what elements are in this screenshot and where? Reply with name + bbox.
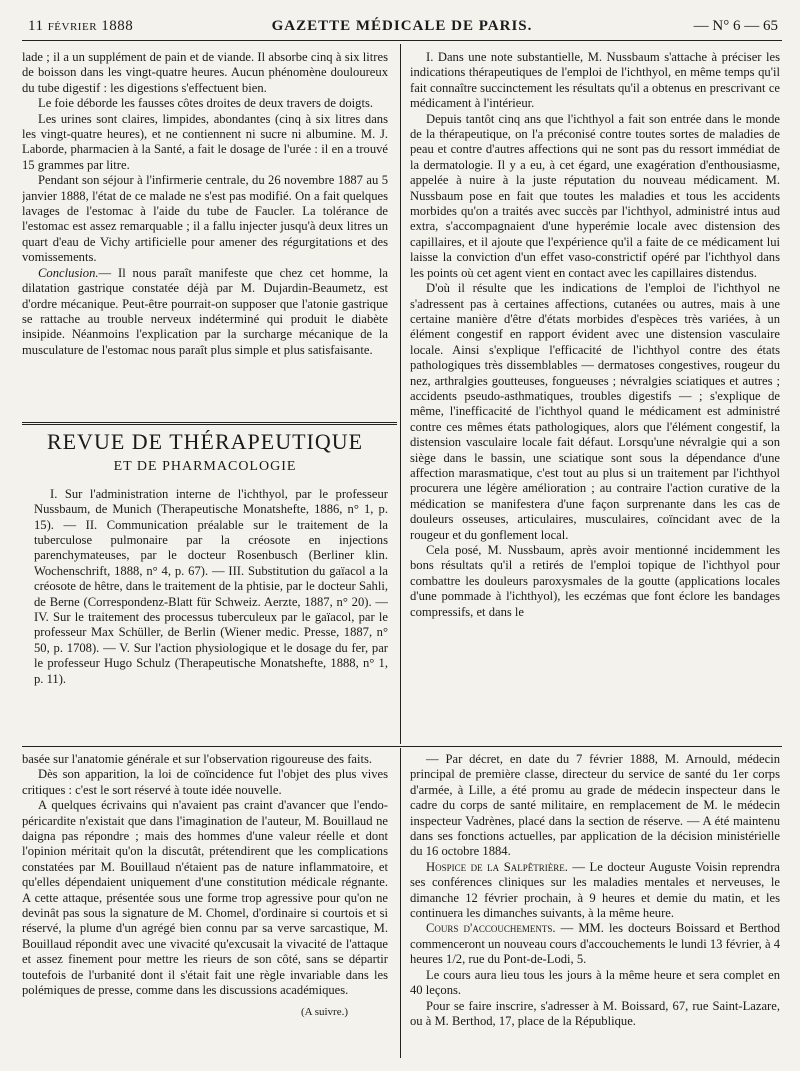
top-right-column xyxy=(410,50,780,742)
bottom-column-divider xyxy=(400,748,401,1058)
paragraph: D'où il résulte que les indications de l'emploi de l'ichthyol ne s'adressent pas à certaines affections, cutanées ou autres, mais à une certaine manière d'être d'états morbides d'espèces très variées, à un élément congestif en rapport évident avec une distension vasculaire locale. Ainsi s'explique l'efficacité de l'ichthyol contre des états pathologiques très dissemblables — dermatoses congestives, rougeur du nez, arthralgies goutteuses, fongueuses ; névralgies sciatiques et autres ; accidents pseudo-asthmatiques, troubles digestifs — ; s'explique de même, l'inefficacité de l'ichthyol quand le médicament est administré contre ces mêmes états pathologiques, alors que l'élément congestif, la distension vasculaire locale fait défaut. Lorsqu'une névralgie qui a son siège dans le bassin, une sciatique sont sous la dépendance d'une affection marasmatique, c'est tout au plus si un traitement par l'ichthyol procurera une légère amélioration ; au contraire l'action curative de la médication se manifestera d'une façon surprenante dans les cas de douleurs osseuses, articulaires, musculaires, coïncidant avec de la rougeur et du gonflement local. xyxy=(410,281,780,542)
revue-section-rule xyxy=(22,422,397,425)
bottom-right-column xyxy=(410,752,780,1057)
bottom-left-column xyxy=(22,752,388,1057)
paragraph: Les urines sont claires, limpides, abondantes (cinq à six litres dans les vingt-quatre heures), et ne contiennent ni sucre ni albumine. M. J. Laborde, pharmacien à la Santé, a fait le dosage de l'urée : il en a trouvé 15 grammes par litre. xyxy=(22,111,388,172)
running-header xyxy=(22,14,782,41)
top-left-column xyxy=(22,50,388,418)
conclusion-text: — Il nous paraît manifeste que chez cet homme, la dilatation gastrique constatée déjà par M. Dujardin-Beaumetz, est d'ordre mécanique. Peut-être pourrait-on supposer que l'atonie gastrique se rattache au trouble nerveux indéterminé qui produit le diabète insipide. Néanmoins l'explication par la surcharge mécanique de la musculature de l'estomac nous paraît plus simple et plus satisfaisante. xyxy=(22,265,388,357)
section-subtitle: ET DE PHARMACOLOGIE xyxy=(113,459,297,475)
news-item-text: — MM. les docteurs Boissard et Berthod commenceront un nouveau cours d'accouchements le lundi 13 février, à 4 heures 1/2, rue du Pont-de-Lodi, 5. xyxy=(410,921,780,967)
news-item-decree: — Par décret, en date du 7 février 1888, M. Arnould, médecin principal de première classe, directeur du service de santé du 1er corps d'armée, à Lille, a été promu au grade de médecin inspecteur dans le cadre du corps de santé militaire, en remplacement de M. le médecin inspecteur Vadrènes, placé dans la section de réserve. — A été maintenu dans ses fonctions actuelles, par application de la décision ministérielle du 16 octobre 1884. xyxy=(410,752,780,859)
paragraph: Pour se faire inscrire, s'adresser à M. Boissard, 67, rue Saint-Lazare, ou à M. Berthod, 17, place de la République. xyxy=(410,998,780,1028)
to-be-continued-note: (A suivre.) xyxy=(300,1005,348,1018)
paragraph: Le cours aura lieu tous les jours à la même heure et sera complet en 40 leçons. xyxy=(410,967,780,998)
revue-contents-list: I. Sur l'administration interne de l'ichthyol, par le professeur Nussbaum, de Munich (Therapeutische Monatshefte, 1886, n° 1, p. 15). — II. Communication préalable sur le traitement de la tuberculose pulmonaire par la créosote en injections parenchymateuses, par le docteur Rosenbusch (Berliner klin. Wochenschrift, 1888, n° 4, p. 67). — III. Substitution du gaïacol a la créosote de hêtre, dans le traitement de la phtisie, par le docteur Sahli, de Berne (Correspondenz-Blatt für Schweiz. Aerzte, 1887, n° 20). — IV. Sur le traitement des processus tuberculeux par le gaïacol, par le professeur Max Schüller, de Berlin (Wiener medic. Presse, 1887, n° 50, p. 1708). — V. Sur l'action physiologique et le dosage du fer, par le professeur Hugo Schulz (Therapeutische Monatshefte, 1888, n° 1, p. 11). xyxy=(34,486,388,686)
top-column-divider xyxy=(400,44,401,744)
conclusion-label: Conclusion. xyxy=(38,265,99,280)
paragraph: Dès son apparition, la loi de coïncidence fut l'objet des plus vives critiques : c'est le sort réservé à toute idée nouvelle. xyxy=(22,767,388,797)
section-title: REVUE DE THÉRAPEUTIQUE xyxy=(46,430,364,454)
news-item-cours xyxy=(410,921,780,967)
revue-section xyxy=(22,430,388,742)
news-item-label: Hospice de la Salpêtrière. xyxy=(426,859,568,874)
header-date: 11 février 1888 xyxy=(28,18,134,34)
paragraph: I. Dans une note substantielle, M. Nussbaum s'attache à préciser les indications thérapeutiques de l'emploi de l'ichthyol, en même temps qu'il fait connaître succinctement les résultats qu'il a obtenus en prescrivant ce médicament à l'intérieur. xyxy=(410,50,780,111)
bottom-section-rule xyxy=(22,746,782,747)
paragraph: lade ; il a un supplément de pain et de viande. Il absorbe cinq à six litres de boisson dans les vingt-quatre heures. Aucun phénomène douloureux du tube digestif : les digestions s'effectuent bien. xyxy=(22,50,388,95)
news-item-salpetriere xyxy=(410,860,780,922)
paragraph: Cela posé, M. Nussbaum, après avoir mentionné incidemment les bons résultats qu'il a retirés de l'emploi topique de l'ichthyol pour combattre les douleurs paroxysmales de la goutte (applications locales d'une pommade à l'ichthyol), les eczémas que font éclore les bandages compressifs, et dans le xyxy=(410,543,780,619)
paragraph: basée sur l'anatomie générale et sur l'observation rigoureuse des faits. xyxy=(22,752,373,766)
paragraph: Le foie déborde les fausses côtes droites de deux travers de doigts. xyxy=(38,96,374,111)
paragraph: A quelques écrivains qui n'avaient pas craint d'avancer que l'endo-péricardite n'existait que dans l'imagination de l'auteur, M. Bouillaud ne daigna pas répondre ; mais des hommes d'une valeur réelle et dont l'opinion méritait qu'on la discutât, prétendirent que les complications constatées par M. Bouillaud n'étaient pas de nature inflammatoire, et qu'elles dépendaient uniquement d'une constitution médicale régnante. A cette attaque, présentée sous une forme trop agressive pour qu'on ne devinât pas sous la signature de M. Chomel, d'ordinaire si courtois et si réservé, la plume d'un agrégé bien connu par sa verve sarcastique, M. Bouillaud répondit avec une vivacité qu'excusait la vivacité de l'attaque et assez finement pour mettre les rieurs de son côté, sans se départir toutefois de l'urbanité dont il s'était fait une règle invariable dans les polémiques de presse, comme dans les discussions académiques. xyxy=(22,798,388,998)
news-item-label: Cours d'accouchements. xyxy=(426,921,556,936)
conclusion-paragraph xyxy=(22,266,388,358)
header-issue-page: — N° 6 — 65 xyxy=(693,18,778,34)
news-item-text: — Le docteur Auguste Voisin reprendra ses conférences cliniques sur les maladies mentales et nerveuses, le dimanche 12 février prochain, à 9 heures et demie du matin, et les continuera les dimanches suivants, à la même heure. xyxy=(410,859,780,921)
header-journal-title: GAZETTE MÉDICALE DE PARIS. xyxy=(271,18,533,34)
paragraph: Pendant son séjour à l'infirmerie centrale, du 26 novembre 1887 au 5 janvier 1888, l'état de ce malade ne s'est pas modifié. On a fait quelques lavages de l'estomac à l'aide du tube de Faucler. La tolérance de l'estomac est assez remarquable ; il a fallu injecter jusqu'à deux litres un quart d'eau de Vichy artificielle pour amener des régurgitations et des vomissements. xyxy=(22,173,388,265)
paragraph: Depuis tantôt cinq ans que l'ichthyol a fait son entrée dans le monde de la thérapeutique, on l'a préconisé contre toutes sortes de maladies de peau et contre d'autres affections qui ne sont pas du ressort immédiat de la dermatologie. Il y a eu, à cet égard, une exagération d'enthousiasme, appelée à nuire à la juste réputation du nouveau médicament. M. Nussbaum pose en fait que toutes les maladies et tous les accidents morbides qu'on a traités avec succès par l'ichthyol, administré intus aud extra, s'accompagnaient d'une hyperémie locale avec distension des capillaires, et il ajoute que l'expérience qu'il a faite de ce médicament lui laisse la conviction d'un effet vaso-constrictif opéré par l'ichthyol dans les points où cet agent vient en contact avec les capillaires distendus. xyxy=(410,111,780,280)
